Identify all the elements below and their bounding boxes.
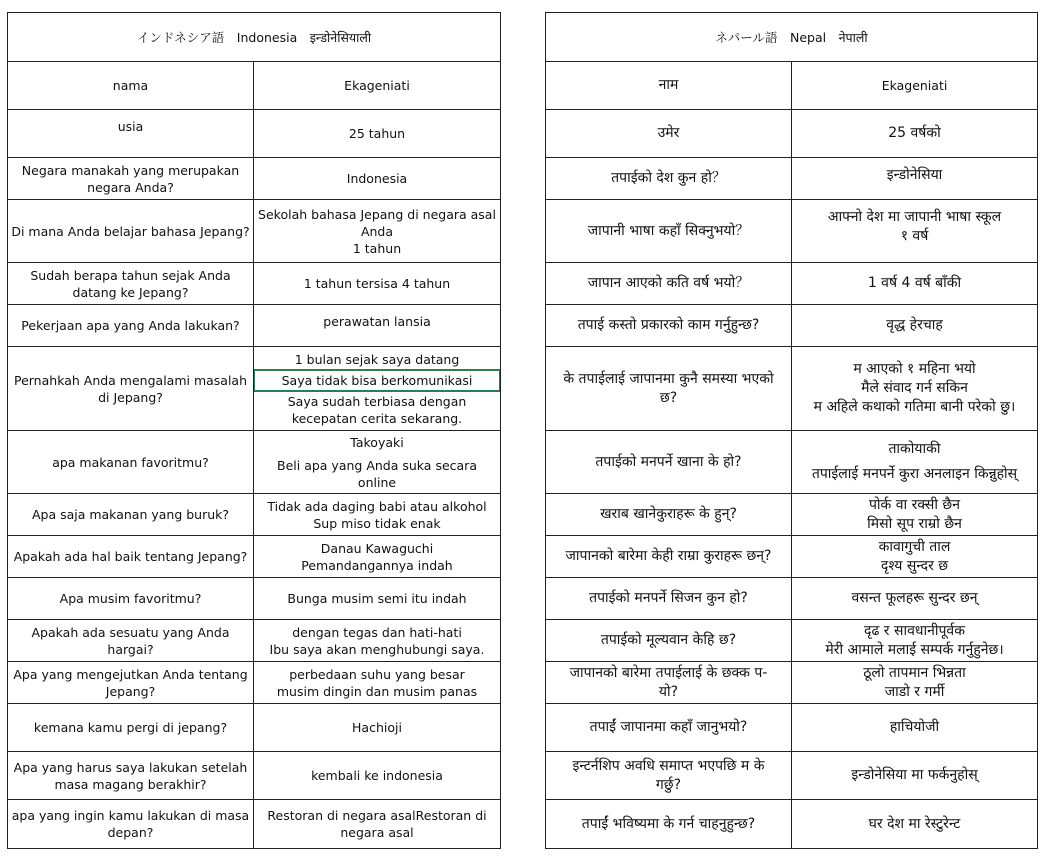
- text-line: इन्डोनेसिया मा फर्कनुहोस्: [851, 767, 978, 783]
- left-q-15: [8, 752, 254, 800]
- left-a-6: [254, 305, 501, 347]
- text-line: apa yang ingin kamu lakukan di masa: [11, 808, 250, 823]
- left-a-13: [254, 662, 501, 704]
- text-line: ताकोयाकी: [888, 441, 941, 457]
- right-a-11: [792, 578, 1038, 620]
- left-q-12: [8, 620, 254, 662]
- text-line: इन्डोनेसिया: [886, 167, 943, 183]
- text-line: Restoran di negara asalRestoran di: [267, 808, 487, 823]
- right-q-1: [546, 62, 792, 110]
- right-q-13: [546, 662, 792, 704]
- right-a-5: [792, 263, 1038, 305]
- text-line: Apa yang mengejutkan Anda tentang: [13, 666, 248, 682]
- text-line: यो?: [658, 683, 679, 700]
- text-line: जापानको बारेमा तपाईलाई के छक्क प-: [569, 664, 768, 681]
- right-q-14: [546, 704, 792, 752]
- text-line: हाचियोजी: [889, 719, 940, 735]
- text-line: hargai?: [107, 641, 154, 657]
- right-q-6: [546, 305, 792, 347]
- text-line: वसन्त फूलहरू सुन्दर छन्: [851, 590, 978, 606]
- text-line: Ekageniati: [881, 78, 948, 93]
- text-line: घर देश मा रेस्टुरेन्ट: [868, 815, 961, 832]
- right-q-7: [546, 347, 792, 431]
- text-line: तपाईको मनपर्ने खाना के हो?: [595, 453, 742, 470]
- text-line: तपाईको मूल्यवान केहि छ?: [600, 632, 737, 648]
- text-line: Ibu saya akan menghubungi saya.: [269, 641, 485, 657]
- text-line: Apa musim favoritmu?: [59, 591, 202, 606]
- right-q-4: [546, 200, 792, 263]
- left-a-2: [254, 110, 501, 158]
- text-line: 25 वर्षको: [888, 125, 941, 141]
- text-line: इन्टर्नशिप अवधि समाप्त भएपछि म के: [572, 757, 765, 774]
- text-line: dengan tegas dan hati-hati: [292, 624, 462, 640]
- left-q-5: [8, 263, 254, 305]
- right-a-7: [792, 347, 1038, 431]
- indonesian-table: [7, 12, 501, 849]
- text-line: datang ke Jepang?: [72, 284, 189, 300]
- left-a-15: [254, 752, 501, 800]
- text-line: Pekerjaan apa yang Anda lakukan?: [21, 318, 240, 333]
- left-header: インドネシア語 Indonesia इन्डोनेसियाली: [8, 13, 501, 62]
- text-line: Di mana Anda belajar bahasa Jepang?: [11, 223, 250, 239]
- text-line: Tidak ada daging babi atau alkohol: [267, 498, 487, 514]
- text-line: apa makanan favoritmu?: [52, 454, 209, 470]
- text-line: दृढ र सावधानीपूर्वक: [864, 622, 965, 639]
- left-a-1: [254, 62, 501, 110]
- right-a-14: [792, 704, 1038, 752]
- left-a-10: [254, 536, 501, 578]
- text-line: जापानको बारेमा केही राम्रा कुराहरू छन्?: [565, 548, 772, 564]
- left-a-9: [254, 494, 501, 536]
- text-line: के तपाईलाई जापानमा कुनै समस्या भएको: [563, 370, 774, 387]
- right-a-10: [792, 536, 1038, 578]
- text-line: खराब खानेकुराहरू के हुन्?: [600, 506, 737, 522]
- text-line: masa magang berakhir?: [54, 776, 207, 792]
- text-line: नाम: [658, 77, 679, 93]
- text-line: perawatan lansia: [323, 314, 431, 329]
- left-a-4: [254, 200, 501, 263]
- right-q-3: [546, 158, 792, 200]
- text-line: जापान आएको कति वर्ष भयो？: [587, 275, 750, 291]
- right-a-12: [792, 620, 1038, 662]
- text-line: Apakah ada hal baik tentang Jepang?: [13, 549, 248, 564]
- selected-cell[interactable]: Saya tidak bisa berkomunikasi: [254, 370, 500, 391]
- left-a-3: [254, 158, 501, 200]
- text-line: di Jepang?: [98, 389, 163, 405]
- text-line: Indonesia: [346, 171, 408, 186]
- text-line: पोर्क वा रक्सी छैन: [868, 496, 961, 513]
- text-line: Apa yang harus saya lakukan setelah: [13, 759, 248, 775]
- right-a-4: [792, 200, 1038, 263]
- text-line: जाडो र गर्मी: [884, 683, 945, 700]
- text-line: online: [357, 474, 397, 490]
- left-q-1: [8, 62, 254, 110]
- left-a-16: [254, 800, 501, 849]
- text-line: तपाईको देश कुन हो？: [611, 170, 726, 186]
- text-line: छ?: [659, 389, 678, 406]
- text-line: Apakah ada sesuatu yang Anda: [31, 624, 230, 640]
- text-line: म आएको १ महिना भयो: [853, 361, 976, 377]
- left-a-7: [254, 347, 501, 431]
- text-line: कावागुची ताल: [878, 538, 951, 555]
- right-q-11: [546, 578, 792, 620]
- text-line: depan?: [107, 825, 154, 840]
- text-line: 25 tahun: [348, 126, 406, 141]
- left-a-8: [254, 431, 501, 494]
- left-q-11: [8, 578, 254, 620]
- text-line: गर्छु?: [655, 776, 682, 793]
- left-q-3: [8, 158, 254, 200]
- left-q-10: [8, 536, 254, 578]
- text-line: Hachioji: [352, 720, 402, 735]
- right-a-1: [792, 62, 1038, 110]
- left-q-6: [8, 305, 254, 347]
- text-line: 1 bulan sejak saya datang: [294, 351, 460, 367]
- nepali-table: [545, 12, 1038, 849]
- text-line: usia: [117, 119, 144, 134]
- text-line: kecepatan cerita sekarang.: [291, 410, 463, 426]
- text-line: kembali ke indonesia: [311, 768, 443, 783]
- left-q-2: [8, 110, 254, 158]
- text-line: perbedaan suhu yang besar: [289, 666, 465, 682]
- right-a-16: [792, 800, 1038, 849]
- left-q-7: [8, 347, 254, 431]
- text-line: Sudah berapa tahun sejak Anda: [30, 267, 231, 283]
- right-q-8: [546, 431, 792, 494]
- text-line: Danau Kawaguchi: [320, 540, 434, 556]
- left-q-4: [8, 200, 254, 263]
- right-q-2: [546, 110, 792, 158]
- text-line: म अहिले कथाको गतिमा बानी परेको छु।: [813, 399, 1016, 415]
- right-q-15: [546, 752, 792, 800]
- text-line: १ वर्ष: [900, 228, 929, 244]
- left-a-14: [254, 704, 501, 752]
- right-q-9: [546, 494, 792, 536]
- left-q-14: [8, 704, 254, 752]
- text-line: Pernahkah Anda mengalami masalah: [13, 372, 248, 388]
- left-q-8: [8, 431, 254, 494]
- text-line: तपाईं जापानमा कहाँ जानुभयो?: [589, 719, 748, 735]
- left-q-13: [8, 662, 254, 704]
- text-line: kemana kamu pergi di jepang?: [33, 720, 228, 735]
- text-line: मैले संवाद गर्न सकिन: [861, 380, 968, 396]
- text-line: Anda: [360, 223, 394, 239]
- text-line: negara asal: [340, 825, 414, 840]
- left-q-16: [8, 800, 254, 849]
- text-line: nama: [112, 78, 149, 93]
- text-line: तपाईको मनपर्ने सिजन कुन हो?: [589, 590, 748, 606]
- text-line: तपाईलाई मनपर्ने कुरा अनलाइन किन्नुहोस्: [811, 466, 1018, 482]
- text-line: ठूलो तापमान भिन्नता: [863, 664, 966, 681]
- text-line: 1 वर्ष 4 वर्ष बाँकी: [867, 275, 962, 291]
- right-q-5: [546, 263, 792, 305]
- text-line: उमेर: [657, 125, 680, 141]
- text-line: तपाईं भविष्यमा के गर्न चाहनुहुन्छ?: [581, 815, 756, 832]
- text-line: वृद्ध हेरचाह: [886, 317, 943, 333]
- text-line: आफ्नो देश मा जापानी भाषा स्कूल: [827, 209, 1002, 225]
- text-line: 1 tahun tersisa 4 tahun: [303, 276, 451, 291]
- text-line: Sup miso tidak enak: [313, 515, 441, 531]
- text-line: Jepang?: [105, 683, 156, 699]
- right-a-13: [792, 662, 1038, 704]
- text-line: Beli apa yang Anda suka secara: [277, 457, 477, 473]
- right-a-3: [792, 158, 1038, 200]
- right-q-12: [546, 620, 792, 662]
- right-a-9: [792, 494, 1038, 536]
- right-a-15: [792, 752, 1038, 800]
- text-line: Takoyaki: [350, 434, 404, 450]
- text-line: Pemandangannya indah: [301, 557, 453, 573]
- text-line: तपाई कस्तो प्रकारको काम गर्नुहुन्छ?: [577, 317, 760, 333]
- text-line: दृश्य सुन्दर छ: [880, 557, 949, 574]
- text-line: मेरी आमाले मलाई सम्पर्क गर्नुहुनेछ।: [825, 641, 1004, 658]
- text-line: Saya sudah terbiasa dengan: [287, 393, 467, 409]
- text-line: Ekageniati: [344, 78, 410, 93]
- left-a-5: [254, 263, 501, 305]
- text-line: Negara manakah yang merupakan: [21, 162, 240, 178]
- right-q-10: [546, 536, 792, 578]
- text-line: Apa saja makanan yang buruk?: [31, 507, 230, 522]
- text-line: जापानी भाषा कहाँ सिक्नुभयो？: [587, 222, 750, 239]
- text-line: Sekolah bahasa Jepang di negara asal: [258, 206, 496, 222]
- text-line: 1 tahun: [352, 240, 402, 256]
- right-header: ネパール語 Nepal नेपाली: [546, 13, 1038, 62]
- right-a-6: [792, 305, 1038, 347]
- right-q-16: [546, 800, 792, 849]
- text-line: मिसो सूप राम्रो छैन: [867, 515, 962, 532]
- text-line: musim dingin dan musim panas: [276, 683, 478, 699]
- right-a-8: [792, 431, 1038, 494]
- text-line: Bunga musim semi itu indah: [287, 591, 467, 606]
- left-a-11: [254, 578, 501, 620]
- left-a-12: [254, 620, 501, 662]
- text-line: negara Anda?: [87, 179, 174, 195]
- left-q-9: [8, 494, 254, 536]
- right-a-2: [792, 110, 1038, 158]
